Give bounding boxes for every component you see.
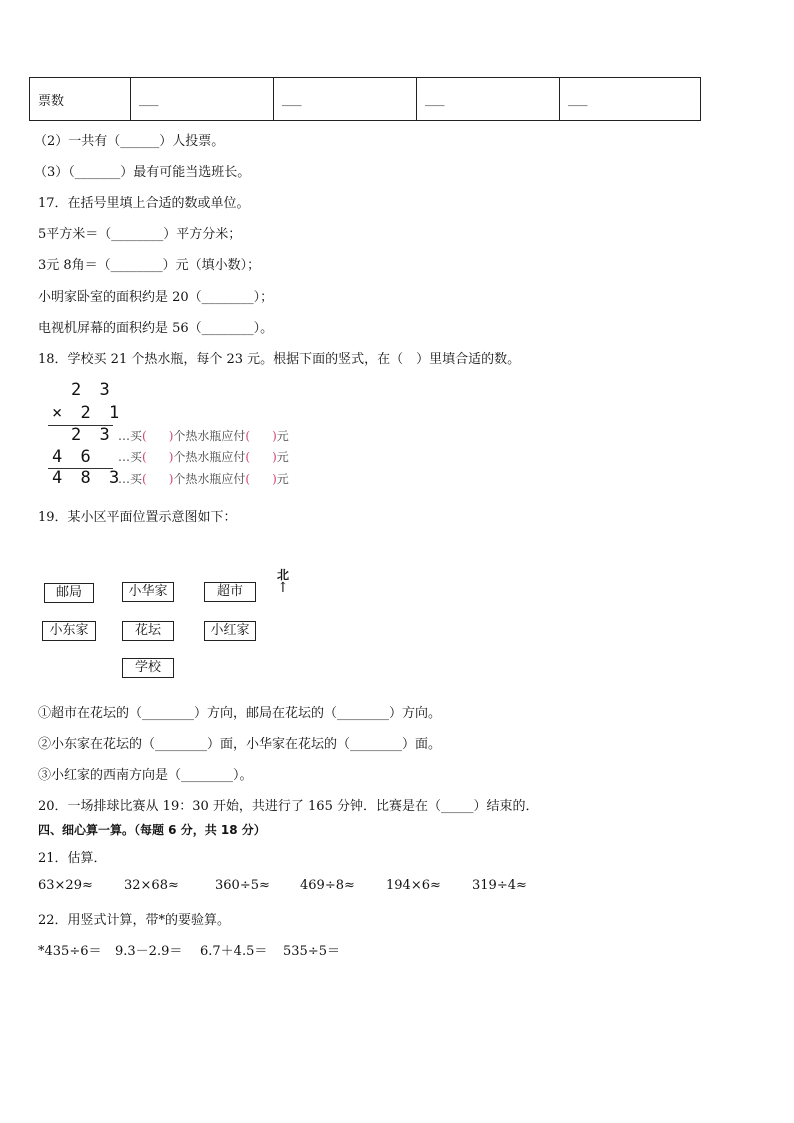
vote-blank-2[interactable]: ___: [274, 78, 417, 121]
estimate-item: 63×29≈: [38, 878, 93, 893]
multiplier: × 2 1: [52, 403, 124, 423]
vote-blank-1[interactable]: ___: [131, 78, 274, 121]
calc-item: 535÷5＝: [283, 944, 340, 959]
product: 4 8 3: [52, 468, 124, 488]
q16-part3: （3）（_______）最有可能当选班长。: [34, 165, 251, 180]
q19-title: 19．某小区平面位置示意图如下：: [38, 510, 237, 525]
calc-item: 6.7＋4.5＝: [200, 944, 268, 959]
q19-line-3: ③小红家的西南方向是（________）。: [38, 768, 253, 783]
q21-title: 21．估算．: [38, 851, 107, 866]
place-post-office: 邮局: [44, 583, 94, 603]
partial-product-2: 4 6: [52, 447, 95, 467]
estimate-item: 194×6≈: [386, 878, 441, 893]
q17-line-3: 小明家卧室的面积约是 20（________）；: [38, 290, 274, 305]
q17-line-1: 5平方米＝（________）平方分米；: [38, 227, 242, 242]
north-arrow-icon: ↑: [277, 580, 289, 596]
q19-line-2: ②小东家在花坛的（________）面，小华家在花坛的（________）面。: [38, 737, 442, 752]
section-heading: 四、细心算一算。（每题 6 分，共 18 分）: [38, 823, 266, 837]
north-label: 北: [277, 568, 290, 582]
q18-title: 18．学校买 21 个热水瓶，每个 23 元。根据下面的竖式，在（ ）里填合适的数。: [38, 352, 521, 367]
estimate-item: 32×68≈: [124, 878, 179, 893]
q22-title: 22．用竖式计算，带*的要验算。: [38, 913, 231, 928]
estimate-item: 469÷8≈: [300, 878, 355, 893]
table-row: [30, 78, 701, 121]
multiplicand: 2 3: [71, 380, 114, 400]
place-school: 学校: [122, 658, 174, 678]
estimate-item: 360÷5≈: [215, 878, 270, 893]
vote-blank-4[interactable]: ___: [560, 78, 701, 121]
vote-blank-3[interactable]: ___: [417, 78, 560, 121]
partial-product-1: 2 3: [71, 425, 114, 445]
place-flower-bed: 花坛: [122, 621, 174, 641]
q19-line-1: ①超市在花坛的（________）方向，邮局在花坛的（________）方向。: [38, 706, 442, 721]
calc-item: *435÷6＝: [38, 944, 102, 959]
estimate-item: 319÷4≈: [472, 878, 527, 893]
annotation-row: …买( )个热水瓶应付( )元: [118, 472, 289, 486]
annotation-row: …买( )个热水瓶应付( )元: [118, 450, 289, 464]
calc-item: 9.3－2.9＝: [115, 944, 183, 959]
annotation-row: …买( )个热水瓶应付( )元: [118, 429, 289, 443]
place-xiaohong-home: 小红家: [204, 621, 256, 641]
place-xiaohua-home: 小华家: [122, 582, 174, 602]
place-supermarket: 超市: [204, 582, 256, 602]
vote-table: [29, 77, 701, 121]
q16-part2: （2）一共有（______）人投票。: [34, 134, 225, 149]
row-label: 票数: [30, 78, 131, 121]
q20: 20．一场排球比赛从 19：30 开始，共进行了 165 分钟．比赛是在（_____）结束的．: [38, 799, 539, 814]
q17-title: 17．在括号里填上合适的数或单位。: [38, 196, 250, 211]
place-xiaodong-home: 小东家: [42, 621, 96, 641]
q17-line-4: 电视机屏幕的面积约是 56（________）。: [38, 321, 274, 336]
q17-line-2: 3元 8角＝（________）元（填小数）；: [38, 258, 261, 273]
